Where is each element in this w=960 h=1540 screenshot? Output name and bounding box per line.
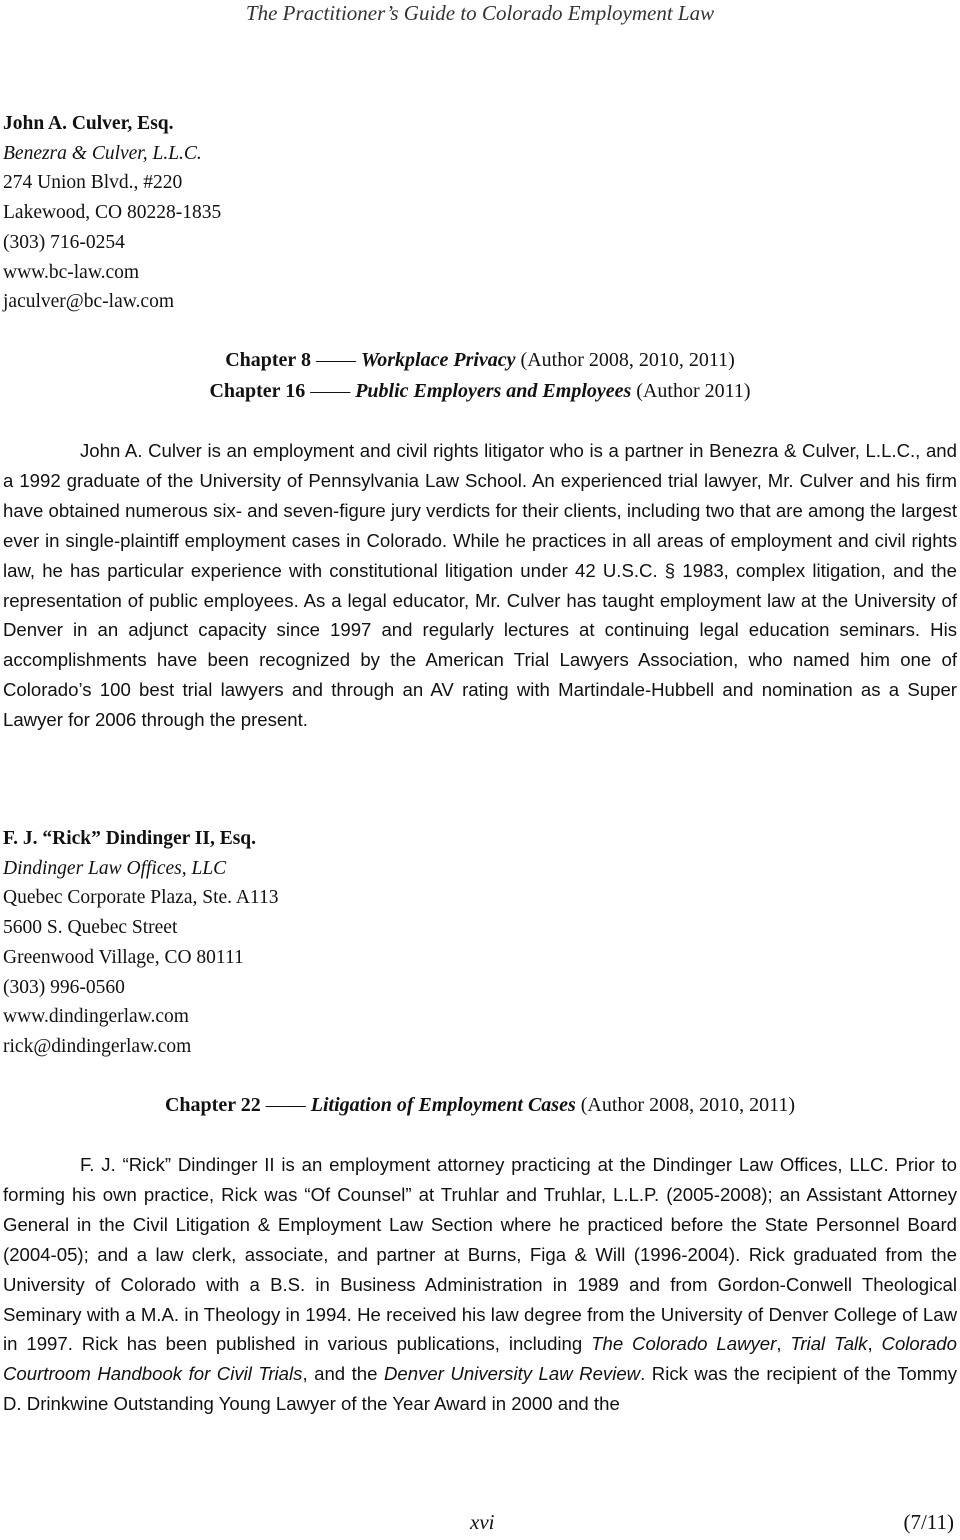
chapter-number: Chapter 8 bbox=[225, 349, 311, 371]
author-email[interactable]: jaculver@bc-law.com bbox=[3, 291, 174, 313]
address-line: 5600 S. Quebec Street bbox=[3, 917, 178, 939]
chapter-title: Public Employers and Employees bbox=[355, 380, 632, 402]
address-line: Greenwood Village, CO 80111 bbox=[3, 946, 244, 968]
bio-text: . Rick was the recipient of the Tommy D. Drinkwine Outstanding Young Lawyer of the Year Award in 2000 and the bbox=[3, 1363, 958, 1415]
author-phone: (303) 996-0560 bbox=[3, 976, 125, 998]
chapter-dash: —— bbox=[265, 1094, 306, 1116]
bio-separator: , bbox=[776, 1333, 782, 1355]
publication-title: The Colorado Lawyer bbox=[591, 1333, 777, 1355]
bio-paragraph: John A. Culver is an employment and civil rights litigator who is a partner in Benezra & Culver, L.L.C., and a 1992 graduate of the University of Pennsylvania Law School. An experienced trial lawyer, Mr. Culver and his firm have obtained numerous six- and seven-figure jury verdicts for their clients, including two that are among the largest ever in single-plaintiff employment cases in Colorado. While he practices in all areas of employment and civil rights law, he has particular experience with constitutional litigation under 42 U.S.C. § 1983, complex litigation, and the representation of public employees. As a legal educator, Mr. Culver has taught employment law at the University of Denver in an adjunct capacity since 1997 and regularly lectures at continuing legal education seminars. His accomplishments have been recognized by the American Trial Lawyers Association, who named him one of Colorado’s 100 best trial lawyers and through an AV rating with Martindale-Hubbell and nomination as a Super Lawyer for 2006 through the present. bbox=[3, 440, 957, 731]
author-firm: Benezra & Culver, L.L.C. bbox=[3, 142, 202, 164]
bio-separator: , and the bbox=[302, 1363, 378, 1385]
author-contact-culver bbox=[3, 109, 957, 317]
chapter-title: Litigation of Employment Cases bbox=[310, 1094, 576, 1116]
chapter-list-dindinger bbox=[3, 1090, 957, 1121]
chapter-number: Chapter 16 bbox=[209, 380, 306, 402]
address-line: 274 Union Blvd., #220 bbox=[3, 172, 183, 194]
chapter-title: Workplace Privacy bbox=[360, 349, 516, 371]
chapter-dash: —— bbox=[315, 349, 356, 371]
address-line: Quebec Corporate Plaza, Ste. A113 bbox=[3, 887, 279, 909]
page-number: xvi bbox=[470, 1510, 495, 1534]
author-phone: (303) 716-0254 bbox=[3, 231, 125, 253]
author-contact-dindinger bbox=[3, 824, 957, 1062]
author-bio-culver bbox=[3, 436, 957, 735]
author-email[interactable]: rick@dindingerlaw.com bbox=[3, 1035, 192, 1057]
author-website[interactable]: www.bc-law.com bbox=[3, 261, 140, 283]
bio-text: F. J. “Rick” Dindinger II is an employment attorney practicing at the Dindinger Law Offices, LLC. Prior to forming his own practice, Rick was “Of Counsel” at Truhlar and Truhlar, L.L.P. (2005-2008); an Assistant Attorney General in the Civil Litigation & Employment Law Section where he practiced before the State Personnel Board (2004-05); and a law clerk, associate, and partner at Burns, Figa & Will (1996-2004). Rick graduated from the University of Colorado with a B.S. in Business Administration in 1989 and from Gordon-Conwell Theological Seminary with a M.A. in Theology in 1994. He received his law degree from the University of Denver College of Law in 1997. Rick has been published in various publications, including bbox=[3, 1154, 957, 1355]
chapter-note: (Author 2008, 2010, 2011) bbox=[580, 1094, 795, 1116]
bio-paragraph bbox=[3, 1150, 957, 1419]
sheet-counter: (7/11) bbox=[903, 1510, 954, 1534]
chapter-entry bbox=[3, 376, 957, 407]
address-line: Lakewood, CO 80228-1835 bbox=[3, 202, 222, 224]
chapter-entry bbox=[3, 1090, 957, 1121]
author-website[interactable]: www.dindingerlaw.com bbox=[3, 1006, 189, 1028]
bio-separator: , bbox=[867, 1333, 873, 1355]
publication-title: Colorado Courtroom Handbook for Civil Trials bbox=[3, 1333, 957, 1385]
author-firm: Dindinger Law Offices, LLC bbox=[3, 857, 227, 879]
publication-title: Trial Talk bbox=[790, 1333, 868, 1355]
chapter-note: (Author 2011) bbox=[636, 380, 751, 402]
author-name: John A. Culver, Esq. bbox=[3, 113, 174, 134]
chapter-number: Chapter 22 bbox=[164, 1094, 261, 1116]
chapter-list-culver bbox=[3, 345, 957, 407]
running-title: The Practitioner’s Guide to Colorado Employment Law bbox=[245, 1, 715, 25]
author-bio-dindinger bbox=[3, 1150, 957, 1419]
chapter-note: (Author 2008, 2010, 2011) bbox=[520, 349, 735, 371]
chapter-dash: —— bbox=[310, 380, 351, 402]
publication-title: Denver University Law Review bbox=[384, 1363, 641, 1385]
chapter-entry bbox=[3, 345, 957, 376]
author-name: F. J. “Rick” Dindinger II, Esq. bbox=[3, 828, 257, 849]
